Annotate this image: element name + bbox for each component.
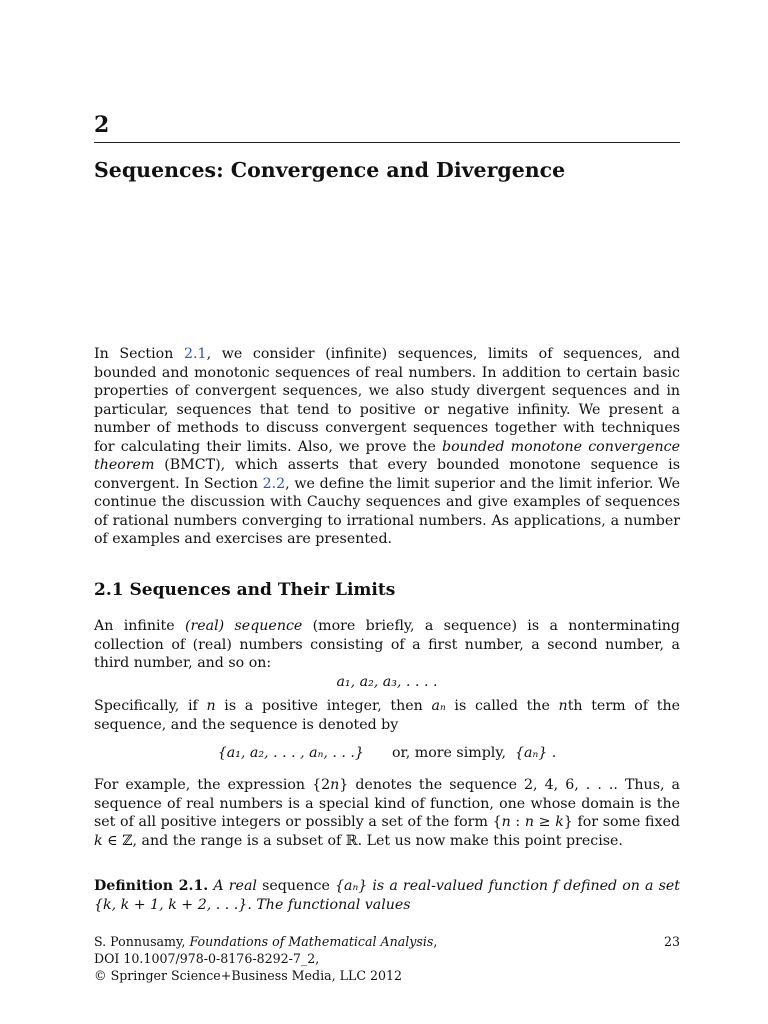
p1-text-1: An infinite — [94, 618, 185, 634]
p3-text-2: } denotes the sequence 2, 4, 6, . . .. Thus, a sequence of real numbers is a special kind of function, one whose domain is the set of all positive integers or possibly a set of the form { — [94, 777, 680, 830]
p3-var-n3: n — [524, 814, 534, 830]
definition-text-3: {aₙ} is a real-valued function f defined on a set {k, k + 1, k + 2, . . .}. The functional values — [94, 878, 680, 913]
p2-var-n: n — [206, 698, 216, 714]
p3-var-n2: n — [501, 814, 511, 830]
eq2-middle: or, more simply, — [391, 745, 506, 761]
intro-paragraph — [94, 345, 680, 549]
section-ref-2-2[interactable]: 2.2 — [262, 475, 286, 492]
chapter-rule — [94, 142, 680, 143]
intro-text-1: In Section — [94, 346, 184, 362]
intro-emphasis: bounded monotone convergence theorem — [94, 438, 680, 473]
chapter-title: Sequences: Convergence and Divergence — [94, 158, 566, 182]
intro-text-2: , we consider (infinite) sequences, limits of sequences, and bounded and monotonic sequences of real numbers. In addition to certain basic properties of convergent sequences, we also study divergent sequences and in particular, sequences that tend to positive or negative infinity. We present a number of methods to discuss convergent sequences together with techniques for calculating their limits. Also, we prove the — [94, 346, 680, 455]
intro-text-3: (BMCT), which asserts that every bounded monotone sequence is convergent. In Section — [94, 457, 680, 492]
eq2-right: {aₙ} . — [515, 745, 557, 761]
footer-comma: , — [433, 934, 438, 949]
p3-text-5: } for some fixed — [563, 814, 680, 830]
chapter-number: 2 — [94, 112, 110, 138]
paragraph-2 — [94, 697, 680, 734]
footer-book-title: Foundations of Mathematical Analysis — [189, 934, 434, 949]
footer-citation — [94, 933, 680, 950]
section-ref-2-1[interactable]: 2.1 — [183, 346, 207, 362]
equation-2 — [94, 745, 680, 761]
definition-text-1: A real — [208, 878, 263, 894]
p3-var-n1: n — [330, 777, 340, 793]
p3-var-k2: k — [94, 832, 103, 849]
p2-var-n2: n — [558, 698, 568, 714]
p3-text-3: : — [510, 814, 525, 830]
p2-text-3: is called the — [445, 698, 559, 714]
p1-emphasis: (real) sequence — [184, 618, 303, 634]
p2-text-2: is a positive integer, then — [215, 698, 432, 714]
paragraph-3 — [94, 776, 680, 850]
footer-copyright: © Springer Science+Business Media, LLC 2012 — [94, 968, 403, 983]
definition-2-1 — [94, 877, 680, 914]
footer-doi[interactable]: DOI 10.1007/978-0-8176-8292-7_2, — [94, 951, 320, 966]
p2-var-an: aₙ — [431, 698, 446, 714]
p2-text-1: Specifically, if — [94, 698, 207, 714]
page-footer — [94, 933, 680, 984]
p1-text-2: (more briefly, a sequence) is a nonterminating collection of (real) numbers consisting of a first number, a second number, a third number, and so on: — [94, 618, 680, 671]
definition-text-2: sequence — [262, 878, 330, 894]
p3-text-4: ≥ — [533, 814, 556, 830]
p3-text-1: For example, the expression {2 — [94, 777, 331, 793]
p3-var-k1: k — [555, 814, 564, 830]
section-title: 2.1 Sequences and Their Limits — [94, 580, 396, 600]
equation-1: a₁, a₂, a₃, . . . . — [336, 674, 438, 690]
p3-text-6: ∈ ℤ, and the range is a subset of ℝ. Let us now make this point precise. — [102, 832, 623, 849]
intro-text-4: , we define the limit superior and the limit inferior. We continue the discussion with Cauchy sequences and give examples of sequences of rational numbers converging to irrational numbers. As applications, a number of examples and exercises are presented. — [94, 475, 680, 547]
definition-label: Definition 2.1. — [94, 878, 209, 894]
footer-author: S. Ponnusamy, — [94, 934, 190, 949]
eq2-left: {a₁, a₂, . . . , aₙ, . . .} — [217, 745, 364, 761]
paragraph-1 — [94, 617, 680, 673]
page-number: 23 — [663, 934, 680, 949]
p2-text-4: th term of the sequence, and the sequence is denoted by — [94, 698, 680, 733]
